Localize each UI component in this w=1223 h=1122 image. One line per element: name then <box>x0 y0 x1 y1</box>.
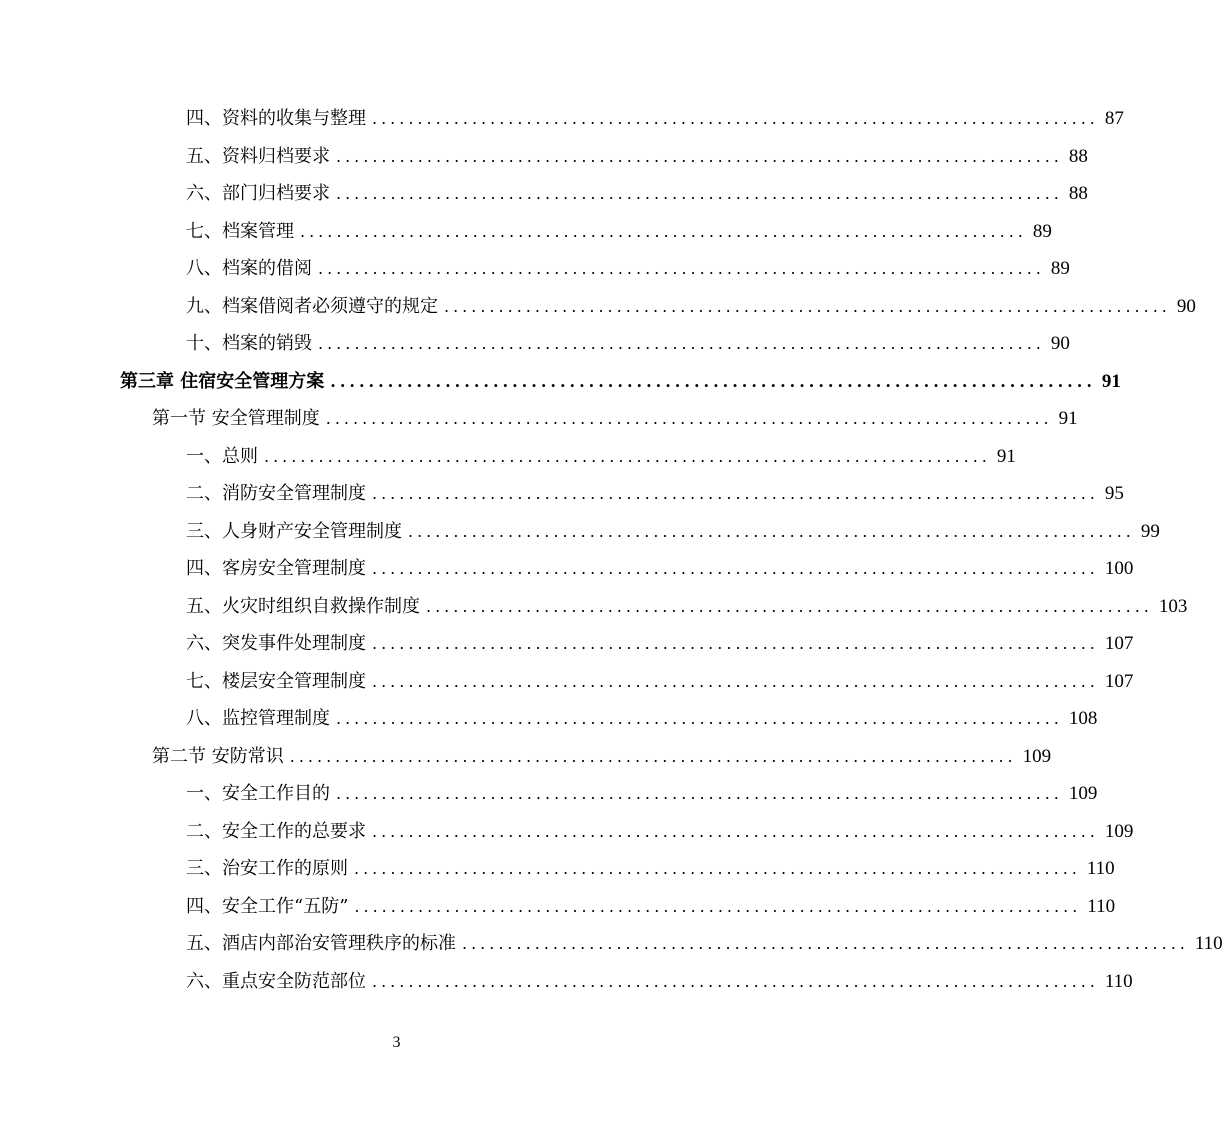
toc-entry-label: 六、部门归档要求 <box>186 183 330 204</box>
toc-entry-page: 109 <box>1022 745 1052 767</box>
toc-item-entry[interactable] <box>186 888 1116 925</box>
toc-entry-label: 八、监控管理制度 <box>186 708 330 729</box>
dot-leader: ................................................................................ <box>336 146 1063 166</box>
dot-leader: ................................................................................ <box>372 971 1099 991</box>
toc-entry-page: 109 <box>1104 820 1134 842</box>
dot-leader: ................................................................................ <box>330 371 1096 391</box>
dot-leader: ................................................................................ <box>408 521 1135 541</box>
dot-leader: ................................................................................ <box>354 859 1081 878</box>
toc-entry-label: 六、突发事件处理制度 <box>186 633 366 654</box>
dot-leader: ................................................................................ <box>318 334 1045 353</box>
toc-item-entry[interactable] <box>186 700 1098 737</box>
dot-leader: ................................................................................ <box>372 821 1099 841</box>
toc-entry-label: 七、楼层安全管理制度 <box>186 670 366 692</box>
dot-leader: ................................................................................ <box>372 559 1099 578</box>
toc-entry-label: 六、重点安全防范部位 <box>186 970 366 992</box>
dot-leader: ................................................................................ <box>336 784 1063 803</box>
toc-entry-label: 三、治安工作的原则 <box>186 858 348 879</box>
toc-entry-page: 91 <box>1101 370 1121 392</box>
toc-entry-page: 108 <box>1068 708 1098 729</box>
dot-leader: ................................................................................ <box>336 184 1063 203</box>
toc-item-entry[interactable] <box>186 625 1134 662</box>
toc-item-entry[interactable] <box>186 925 1223 962</box>
toc-entry-page: 88 <box>1068 183 1088 204</box>
toc-entry-label: 二、消防安全管理制度 <box>186 483 366 504</box>
toc-entry-label: 五、火灾时组织自救操作制度 <box>186 595 420 617</box>
toc-item-entry[interactable] <box>186 813 1134 850</box>
toc-entry-page: 89 <box>1050 258 1070 279</box>
toc-entry-label: 七、档案管理 <box>186 220 294 242</box>
dot-leader: ................................................................................ <box>300 221 1027 241</box>
toc-section-entry[interactable] <box>152 738 1052 775</box>
toc-entry-label: 四、安全工作“五防” <box>186 895 349 917</box>
dot-leader: ................................................................................ <box>426 596 1153 616</box>
toc-item-entry[interactable] <box>186 175 1088 212</box>
toc-item-entry[interactable] <box>186 850 1115 887</box>
toc-entry-page: 90 <box>1176 295 1196 317</box>
dot-leader: ................................................................................ <box>444 296 1171 316</box>
toc-entry-page: 99 <box>1140 520 1160 542</box>
toc-entry-label: 四、客房安全管理制度 <box>186 558 366 579</box>
dot-leader: ................................................................................ <box>289 746 1017 766</box>
toc-entry-page: 89 <box>1032 220 1052 242</box>
toc-item-entry[interactable] <box>186 663 1134 700</box>
toc-item-entry[interactable] <box>186 513 1160 550</box>
toc-entry-page: 103 <box>1158 595 1188 617</box>
toc-entry-label: 第二节 安防常识 <box>152 745 284 767</box>
dot-leader: ................................................................................ <box>372 671 1099 691</box>
dot-leader: ................................................................................ <box>372 484 1099 503</box>
dot-leader: ................................................................................ <box>372 634 1099 653</box>
toc-item-entry[interactable] <box>186 963 1133 1000</box>
toc-entry-label: 一、安全工作目的 <box>186 783 330 804</box>
toc-entry-page: 110 <box>1087 895 1116 917</box>
dot-leader: ................................................................................ <box>336 709 1063 728</box>
toc-entry-page: 95 <box>1104 483 1124 504</box>
toc-entry-label: 三、人身财产安全管理制度 <box>186 520 402 542</box>
toc-entry-page: 88 <box>1068 145 1088 167</box>
toc-item-entry[interactable] <box>186 213 1052 250</box>
toc-entry-page: 110 <box>1086 858 1115 879</box>
toc-entry-label: 九、档案借阅者必须遵守的规定 <box>186 295 438 317</box>
toc-entry-page: 91 <box>996 445 1016 467</box>
toc-entry-label: 第一节 安全管理制度 <box>152 408 320 429</box>
toc-item-entry[interactable] <box>186 250 1070 287</box>
dot-leader: ................................................................................ <box>354 896 1082 916</box>
toc-item-entry[interactable] <box>186 475 1124 512</box>
toc-entry-label: 十、档案的销毁 <box>186 333 312 354</box>
toc-entry-label: 一、总则 <box>186 445 258 467</box>
toc-entry-label: 第三章 住宿安全管理方案 <box>120 370 325 392</box>
toc-entry-page: 107 <box>1104 670 1134 692</box>
toc-chapter-entry[interactable] <box>120 363 1121 400</box>
dot-leader: ................................................................................ <box>318 259 1045 278</box>
toc-item-entry[interactable] <box>186 325 1070 362</box>
page-number: 3 <box>392 1034 401 1051</box>
toc-entry-label: 五、酒店内部治安管理秩序的标准 <box>186 933 456 954</box>
toc-item-entry[interactable] <box>186 100 1124 137</box>
toc-entry-page: 110 <box>1104 970 1133 992</box>
toc-entry-label: 五、资料归档要求 <box>186 145 330 167</box>
toc-item-entry[interactable] <box>186 438 1016 475</box>
toc-entry-page: 107 <box>1104 633 1134 654</box>
toc-item-entry[interactable] <box>186 775 1098 812</box>
toc-item-entry[interactable] <box>186 588 1188 625</box>
toc-entry-label: 四、资料的收集与整理 <box>186 108 366 129</box>
toc-entry-label: 八、档案的借阅 <box>186 258 312 279</box>
toc-entry-label: 二、安全工作的总要求 <box>186 820 366 842</box>
dot-leader: ................................................................................ <box>325 409 1053 428</box>
toc-entry-page: 90 <box>1050 333 1070 354</box>
toc-item-entry[interactable] <box>186 550 1134 587</box>
dot-leader: ................................................................................ <box>264 446 991 466</box>
toc-section-entry[interactable] <box>152 400 1078 437</box>
toc-entry-page: 109 <box>1068 783 1098 804</box>
dot-leader: ................................................................................ <box>462 934 1189 953</box>
dot-leader: ................................................................................ <box>372 109 1099 128</box>
toc-entry-page: 100 <box>1104 558 1134 579</box>
toc-entry-page: 91 <box>1058 408 1078 429</box>
toc-entry-page: 87 <box>1104 108 1124 129</box>
toc-item-entry[interactable] <box>186 288 1196 325</box>
toc-item-entry[interactable] <box>186 138 1088 175</box>
toc-entry-page: 110 <box>1194 933 1223 954</box>
